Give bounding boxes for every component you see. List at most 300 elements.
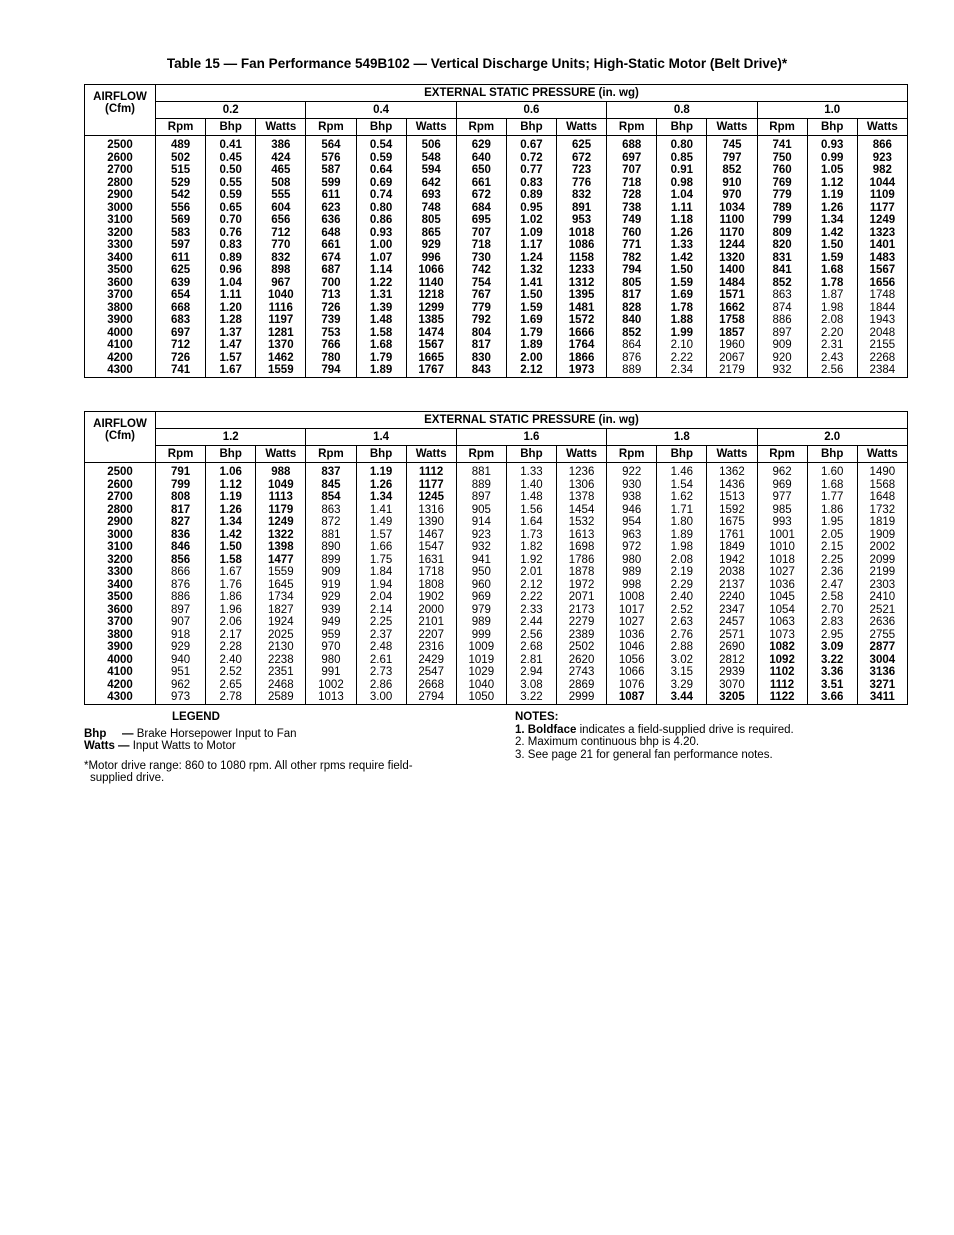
table-cell: 1902 [406, 591, 456, 604]
table-cell: 1.76 [206, 579, 256, 592]
table-cell: 899 [306, 554, 356, 567]
table-cell: 1477 [256, 554, 306, 567]
airflow-cell: 2500 [85, 463, 156, 479]
airflow-cell: 3000 [85, 529, 156, 542]
table-cell: 780 [306, 352, 356, 365]
table-cell: 905 [456, 504, 506, 517]
column-header: Rpm [757, 119, 807, 136]
table-cell: 962 [757, 463, 807, 479]
table-cell: 1748 [857, 289, 907, 302]
table-cell: 1.64 [506, 516, 556, 529]
table-cell: 2.47 [807, 579, 857, 592]
table-cell: 3.08 [506, 679, 556, 692]
table-cell: 1943 [857, 314, 907, 327]
table-cell: 728 [607, 189, 657, 202]
table-row [85, 252, 908, 265]
table-cell: 989 [456, 616, 506, 629]
table-cell: 569 [156, 214, 206, 227]
table-cell: 886 [757, 314, 807, 327]
table-cell: 1.88 [657, 314, 707, 327]
table-cell: 0.64 [356, 164, 406, 177]
table-cell: 929 [156, 641, 206, 654]
airflow-header [85, 412, 156, 463]
table-cell: 587 [306, 164, 356, 177]
table-cell: 2547 [406, 666, 456, 679]
table-cell: 1.37 [206, 327, 256, 340]
table-cell: 1.00 [356, 239, 406, 252]
table-cell: 1513 [707, 491, 757, 504]
legend-sep: — [122, 727, 134, 740]
table-cell: 1036 [607, 629, 657, 642]
table-cell: 2.05 [807, 529, 857, 542]
table-cell: 1.06 [206, 463, 256, 479]
table-cell: 909 [306, 566, 356, 579]
table-cell: 831 [757, 252, 807, 265]
airflow-cell: 2700 [85, 491, 156, 504]
airflow-cell: 2900 [85, 516, 156, 529]
table-cell: 2.06 [206, 616, 256, 629]
table-cell: 1490 [857, 463, 907, 479]
table-cell: 2130 [256, 641, 306, 654]
airflow-cell: 2600 [85, 479, 156, 492]
table-row [85, 364, 908, 377]
table-cell: 809 [757, 227, 807, 240]
table-cell: 1087 [607, 691, 657, 704]
airflow-cell: 3300 [85, 566, 156, 579]
table-cell: 684 [456, 202, 506, 215]
table-cell: 636 [306, 214, 356, 227]
table-row [85, 504, 908, 517]
table-cell: 1656 [857, 277, 907, 290]
table-cell: 1179 [256, 504, 306, 517]
motor-footnote-cont: supplied drive. [90, 772, 165, 784]
table-cell: 2384 [857, 364, 907, 377]
table-cell: 766 [306, 339, 356, 352]
table-cell: 1236 [557, 463, 607, 479]
table-row [85, 566, 908, 579]
table-cell: 1056 [607, 654, 657, 667]
table-cell: 929 [306, 591, 356, 604]
table-cell: 2238 [256, 654, 306, 667]
table-cell: 980 [306, 654, 356, 667]
table-cell: 805 [607, 277, 657, 290]
table-cell: 988 [256, 463, 306, 479]
table-cell: 1.26 [206, 504, 256, 517]
table-cell: 970 [707, 189, 757, 202]
table-row [85, 239, 908, 252]
table-cell: 515 [156, 164, 206, 177]
table-cell: 841 [757, 264, 807, 277]
table-cell: 1732 [857, 504, 907, 517]
table-cell: 0.93 [807, 136, 857, 152]
table-cell: 1378 [557, 491, 607, 504]
table-cell: 977 [757, 491, 807, 504]
table-row [85, 177, 908, 190]
table-cell: 973 [156, 691, 206, 704]
table-cell: 2279 [557, 616, 607, 629]
table-cell: 969 [757, 479, 807, 492]
table-cell: 1.86 [206, 591, 256, 604]
table-cell: 951 [156, 666, 206, 679]
table-cell: 1.39 [356, 302, 406, 315]
table-cell: 1.09 [506, 227, 556, 240]
table-cell: 817 [456, 339, 506, 352]
table-cell: 1299 [406, 302, 456, 315]
table-cell: 1002 [306, 679, 356, 692]
table-cell: 760 [607, 227, 657, 240]
table-cell: 2.14 [356, 604, 406, 617]
table-cell: 1.58 [356, 327, 406, 340]
table-cell: 985 [757, 504, 807, 517]
airflow-cell: 4300 [85, 364, 156, 377]
table-cell: 932 [757, 364, 807, 377]
table-cell: 1568 [857, 479, 907, 492]
table-row [85, 314, 908, 327]
table-cell: 1066 [607, 666, 657, 679]
table-cell: 0.54 [356, 136, 406, 152]
table-cell: 1029 [456, 666, 506, 679]
table-cell: 954 [607, 516, 657, 529]
table-cell: 1532 [557, 516, 607, 529]
table-cell: 1.34 [206, 516, 256, 529]
table-cell: 625 [156, 264, 206, 277]
table-cell: 2.81 [506, 654, 556, 667]
table-cell: 794 [306, 364, 356, 377]
table-cell: 863 [306, 504, 356, 517]
table-cell: 1.41 [506, 277, 556, 290]
table-cell: 1249 [256, 516, 306, 529]
airflow-cell: 4000 [85, 327, 156, 340]
table-cell: 629 [456, 136, 506, 152]
table-cell: 0.89 [506, 189, 556, 202]
table-cell: 502 [156, 152, 206, 165]
table-cell: 661 [306, 239, 356, 252]
table-cell: 1395 [557, 289, 607, 302]
table-row [85, 579, 908, 592]
table-cell: 808 [156, 491, 206, 504]
table-cell: 2877 [857, 641, 907, 654]
table-cell: 770 [256, 239, 306, 252]
table-cell: 748 [406, 202, 456, 215]
table-cell: 1559 [256, 364, 306, 377]
pressure-header: 0.6 [456, 102, 606, 119]
column-header: Watts [256, 446, 306, 463]
table-cell: 683 [156, 314, 206, 327]
table-cell: 932 [456, 541, 506, 554]
table-cell: 1698 [557, 541, 607, 554]
table-cell: 1281 [256, 327, 306, 340]
table-cell: 2.48 [356, 641, 406, 654]
table-cell: 1.60 [807, 463, 857, 479]
table-cell: 1.98 [807, 302, 857, 315]
table-cell: 2.52 [206, 666, 256, 679]
table-row [85, 554, 908, 567]
table-cell: 1008 [607, 591, 657, 604]
table-cell: 2.01 [506, 566, 556, 579]
table-cell: 1.82 [506, 541, 556, 554]
table-cell: 564 [306, 136, 356, 152]
airflow-cell: 4100 [85, 339, 156, 352]
table-cell: 1.84 [356, 566, 406, 579]
table-cell: 656 [256, 214, 306, 227]
table-cell: 1675 [707, 516, 757, 529]
table-cell: 845 [306, 479, 356, 492]
pressure-header: 0.2 [156, 102, 306, 119]
table-cell: 1100 [707, 214, 757, 227]
column-header: Watts [857, 446, 907, 463]
table-cell: 1086 [557, 239, 607, 252]
table-cell: 1481 [557, 302, 607, 315]
table-cell: 687 [306, 264, 356, 277]
table-row [85, 339, 908, 352]
table-cell: 832 [557, 189, 607, 202]
table-row [85, 479, 908, 492]
table-cell: 940 [156, 654, 206, 667]
table-cell: 1.11 [206, 289, 256, 302]
table-cell: 1.57 [206, 352, 256, 365]
table-cell: 837 [306, 463, 356, 479]
table-cell: 1547 [406, 541, 456, 554]
table-cell: 0.80 [356, 202, 406, 215]
table-cell: 2410 [857, 591, 907, 604]
table-cell: 2240 [707, 591, 757, 604]
table-cell: 0.89 [206, 252, 256, 265]
table-cell: 1.47 [206, 339, 256, 352]
table-cell: 805 [406, 214, 456, 227]
table-cell: 0.99 [807, 152, 857, 165]
table-row [85, 604, 908, 617]
table-cell: 1.07 [356, 252, 406, 265]
table-cell: 1370 [256, 339, 306, 352]
table-row [85, 616, 908, 629]
table-cell: 2.63 [657, 616, 707, 629]
table-row [85, 327, 908, 340]
table-cell: 866 [156, 566, 206, 579]
table-cell: 718 [456, 239, 506, 252]
table-cell: 1063 [757, 616, 807, 629]
notes-title: NOTES: [515, 711, 559, 723]
column-header: Bhp [807, 119, 857, 136]
table-row [85, 264, 908, 277]
table-cell: 2.22 [506, 591, 556, 604]
column-header: Watts [557, 446, 607, 463]
table-cell: 1.58 [206, 554, 256, 567]
table-cell: 797 [707, 152, 757, 165]
table-cell: 1.20 [206, 302, 256, 315]
table-cell: 2.43 [807, 352, 857, 365]
table-cell: 1648 [857, 491, 907, 504]
column-header: Bhp [206, 446, 256, 463]
airflow-header-unit: (Cfm) [104, 103, 136, 115]
table-cell: 2.52 [657, 604, 707, 617]
column-header: Bhp [506, 446, 556, 463]
note-1 [515, 724, 915, 737]
column-header: Bhp [657, 119, 707, 136]
table-cell: 0.59 [356, 152, 406, 165]
airflow-cell: 3700 [85, 289, 156, 302]
table-cell: 854 [306, 491, 356, 504]
table-cell: 2099 [857, 554, 907, 567]
table-cell: 907 [156, 616, 206, 629]
table-cell: 2755 [857, 629, 907, 642]
table-cell: 998 [607, 579, 657, 592]
table-cell: 2743 [557, 666, 607, 679]
table-cell: 1631 [406, 554, 456, 567]
table-cell: 0.50 [206, 164, 256, 177]
legend-desc: Brake Horsepower Input to Fan [136, 727, 297, 740]
table-cell: 2.19 [657, 566, 707, 579]
table-cell: 779 [456, 302, 506, 315]
table-cell: 1.66 [356, 541, 406, 554]
table-cell: 2636 [857, 616, 907, 629]
table-cell: 693 [406, 189, 456, 202]
table-cell: 769 [757, 177, 807, 190]
table-cell: 700 [306, 277, 356, 290]
table-row [85, 541, 908, 554]
table-cell: 863 [757, 289, 807, 302]
table-cell: 3.09 [807, 641, 857, 654]
table-cell: 625 [557, 136, 607, 152]
table-cell: 1027 [757, 566, 807, 579]
table-cell: 1467 [406, 529, 456, 542]
table-cell: 2869 [557, 679, 607, 692]
table-cell: 1306 [557, 479, 607, 492]
table-cell: 2.40 [657, 591, 707, 604]
table-cell: 1.80 [657, 516, 707, 529]
table-cell: 697 [607, 152, 657, 165]
table-cell: 2502 [557, 641, 607, 654]
table-row [85, 629, 908, 642]
table-cell: 1.71 [657, 504, 707, 517]
airflow-cell: 3500 [85, 591, 156, 604]
table-cell: 1.32 [506, 264, 556, 277]
airflow-cell: 3900 [85, 314, 156, 327]
table-row [85, 529, 908, 542]
table-cell: 1567 [406, 339, 456, 352]
table-cell: 0.70 [206, 214, 256, 227]
table-cell: 1571 [707, 289, 757, 302]
table-cell: 832 [256, 252, 306, 265]
table-cell: 672 [557, 152, 607, 165]
table-cell: 1109 [857, 189, 907, 202]
table-cell: 611 [156, 252, 206, 265]
table-cell: 1.26 [657, 227, 707, 240]
table-cell: 1436 [707, 479, 757, 492]
table-cell: 864 [607, 339, 657, 352]
table-cell: 599 [306, 177, 356, 190]
table-cell: 1.42 [807, 227, 857, 240]
table-cell: 2000 [406, 604, 456, 617]
pressure-header: 0.4 [306, 102, 456, 119]
table-cell: 594 [406, 164, 456, 177]
table-cell: 2571 [707, 629, 757, 642]
column-header: Rpm [607, 446, 657, 463]
table-cell: 742 [456, 264, 506, 277]
table-cell: 1567 [857, 264, 907, 277]
table-cell: 1.96 [206, 604, 256, 617]
table-cell: 718 [607, 177, 657, 190]
fan-performance-table-low-pressure [84, 84, 908, 378]
table-cell: 1474 [406, 327, 456, 340]
table-cell: 1.50 [506, 289, 556, 302]
table-cell: 1758 [707, 314, 757, 327]
table-cell: 2.44 [506, 616, 556, 629]
airflow-cell: 3300 [85, 239, 156, 252]
table-row [85, 214, 908, 227]
table-cell: 953 [557, 214, 607, 227]
airflow-cell: 3800 [85, 629, 156, 642]
legend-desc: Input Watts to Motor [132, 740, 236, 752]
table-cell: 1.79 [506, 327, 556, 340]
table-cell: 1177 [406, 479, 456, 492]
table-cell: 639 [156, 277, 206, 290]
table-cell: 1662 [707, 302, 757, 315]
table-cell: 2207 [406, 629, 456, 642]
table-cell: 909 [757, 339, 807, 352]
table-cell: 0.98 [657, 177, 707, 190]
table-cell: 1.41 [356, 504, 406, 517]
table-cell: 991 [306, 666, 356, 679]
table-cell: 2.95 [807, 629, 857, 642]
table-cell: 1076 [607, 679, 657, 692]
column-header: Bhp [506, 119, 556, 136]
table-cell: 1.50 [657, 264, 707, 277]
table-cell: 555 [256, 189, 306, 202]
table-cell: 889 [607, 364, 657, 377]
table-cell: 1.50 [807, 239, 857, 252]
table-row [85, 202, 908, 215]
table-cell: 2668 [406, 679, 456, 692]
table-cell: 0.85 [657, 152, 707, 165]
legend [84, 711, 484, 785]
table-cell: 0.77 [506, 164, 556, 177]
column-header: Rpm [456, 446, 506, 463]
table-cell: 3.00 [356, 691, 406, 704]
table-cell: 1665 [406, 352, 456, 365]
column-header: Watts [406, 446, 456, 463]
table-cell: 386 [256, 136, 306, 152]
table-cell: 939 [306, 604, 356, 617]
table-cell: 1.26 [807, 202, 857, 215]
table-cell: 3.36 [807, 666, 857, 679]
table-cell: 856 [156, 554, 206, 567]
table-cell: 1122 [757, 691, 807, 704]
table-cell: 0.91 [657, 164, 707, 177]
table-cell: 1385 [406, 314, 456, 327]
table-cell: 897 [456, 491, 506, 504]
table-cell: 1019 [456, 654, 506, 667]
table-cell: 2812 [707, 654, 757, 667]
airflow-header-unit: (Cfm) [104, 430, 136, 442]
table-row [85, 654, 908, 667]
pressure-header: 2.0 [757, 429, 907, 446]
table-row [85, 189, 908, 202]
note-3: 3. See page 21 for general fan performance notes. [515, 748, 773, 761]
table-cell: 1849 [707, 541, 757, 554]
table-cell: 846 [156, 541, 206, 554]
table-cell: 1.86 [807, 504, 857, 517]
table-cell: 2.28 [206, 641, 256, 654]
table-cell: 695 [456, 214, 506, 227]
table-cell: 713 [306, 289, 356, 302]
table-cell: 2.12 [506, 579, 556, 592]
table-cell: 1.33 [657, 239, 707, 252]
pressure-header: 1.4 [306, 429, 456, 446]
table-cell: 2071 [557, 591, 607, 604]
table-cell: 1017 [607, 604, 657, 617]
table-cell: 1484 [707, 277, 757, 290]
table-title: Table 15 — Fan Performance 549B102 — Vertical Discharge Units; High-Static Motor (Belt Drive)* [166, 56, 788, 71]
